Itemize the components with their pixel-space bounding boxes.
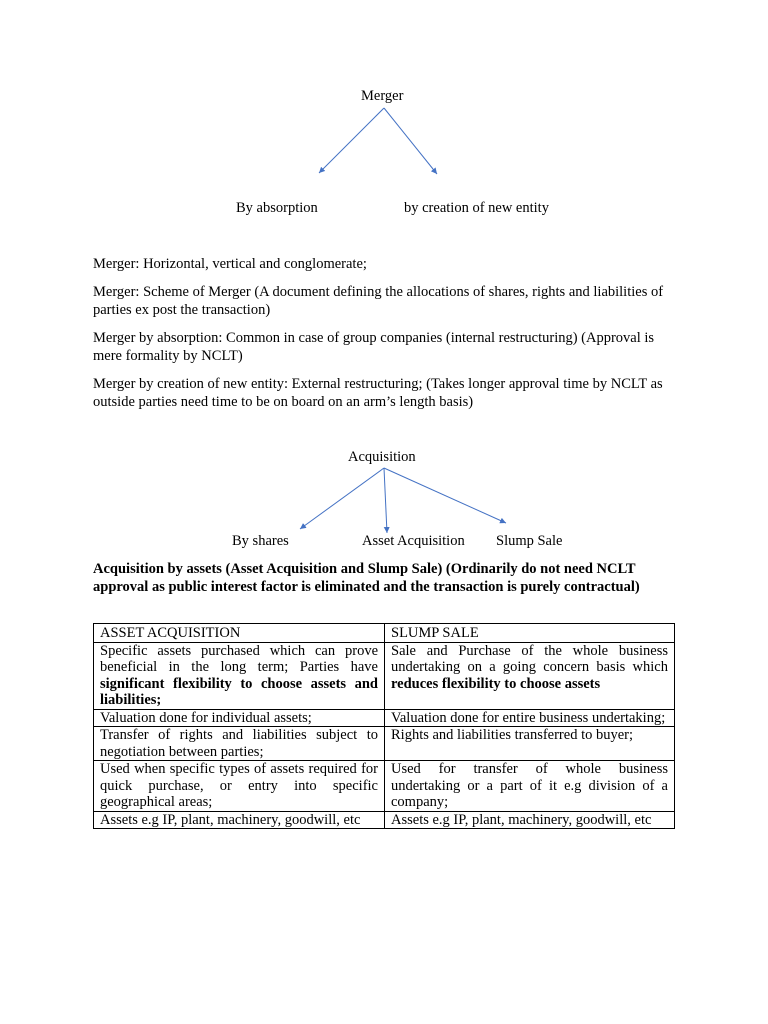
acq-arrow-mid — [384, 468, 387, 533]
table-cell: Assets e.g IP, plant, machinery, goodwill, etc — [385, 811, 675, 829]
table-cell: Assets e.g IP, plant, machinery, goodwill, etc — [94, 811, 385, 829]
acquisition-heading: Acquisition by assets (Asset Acquisition and Slump Sale) (Ordinarily do not need NCLT approval as public interest factor is eliminated and the transaction is purely contractual) — [93, 561, 640, 595]
cell-bold-text: reduces flexibility to choose assets — [391, 675, 601, 692]
table-cell — [94, 642, 385, 709]
acquisition-root-label: Acquisition — [348, 449, 416, 465]
cell-text: Sale and Purchase of the whole business undertaking on a going concern basis which — [391, 642, 668, 675]
table-row — [94, 761, 675, 812]
table-row — [94, 727, 675, 761]
acq-arrow-right — [384, 468, 506, 523]
table-cell: Rights and liabilities transferred to buyer; — [385, 727, 675, 761]
table-row — [94, 811, 675, 829]
table-cell: Valuation done for individual assets; — [94, 709, 385, 727]
table-header-row — [94, 624, 675, 643]
table-row — [94, 642, 675, 709]
merger-note-new-entity: Merger by creation of new entity: External restructuring; (Takes longer approval time by NCLT as outside parties need time to be on board on an arm’s length basis) — [93, 376, 663, 410]
table-cell: Used for transfer of whole business undertaking or a part of it e.g division of a company; — [385, 761, 675, 812]
cell-bold-text: significant flexibility to choose assets and liabilities; — [100, 675, 378, 708]
merger-new-entity-label: by creation of new entity — [404, 200, 549, 216]
merger-note-scheme: Merger: Scheme of Merger (A document defining the allocations of shares, rights and liabilities of parties ex post the transaction) — [93, 284, 664, 318]
acquisition-asset-label: Asset Acquisition — [362, 533, 465, 549]
merger-note-absorption: Merger by absorption: Common in case of group companies (internal restructuring) (Approval is mere formality by NCLT) — [93, 330, 655, 364]
merger-by-absorption-label: By absorption — [236, 200, 318, 216]
merger-arrow-left — [319, 108, 384, 173]
table-row — [94, 709, 675, 727]
header-slump-sale: SLUMP SALE — [385, 624, 675, 643]
merger-root-label: Merger — [361, 88, 404, 104]
cell-text: Specific assets purchased which can prove beneficial in the long term; Parties have — [100, 642, 378, 675]
acquisition-slump-label: Slump Sale — [496, 533, 563, 549]
table-cell: Transfer of rights and liabilities subject to negotiation between parties; — [94, 727, 385, 761]
acq-arrow-left — [300, 468, 384, 529]
acquisition-by-shares-label: By shares — [232, 533, 289, 549]
merger-arrow-right — [384, 108, 437, 174]
table-cell: Valuation done for entire business undertaking; — [385, 709, 675, 727]
header-asset-acquisition: ASSET ACQUISITION — [94, 624, 385, 643]
table-cell: Used when specific types of assets required for quick purchase, or entry into specific geographical areas; — [94, 761, 385, 812]
comparison-table — [93, 623, 675, 829]
table-cell — [385, 642, 675, 709]
merger-note-types: Merger: Horizontal, vertical and conglomerate; — [93, 256, 367, 272]
